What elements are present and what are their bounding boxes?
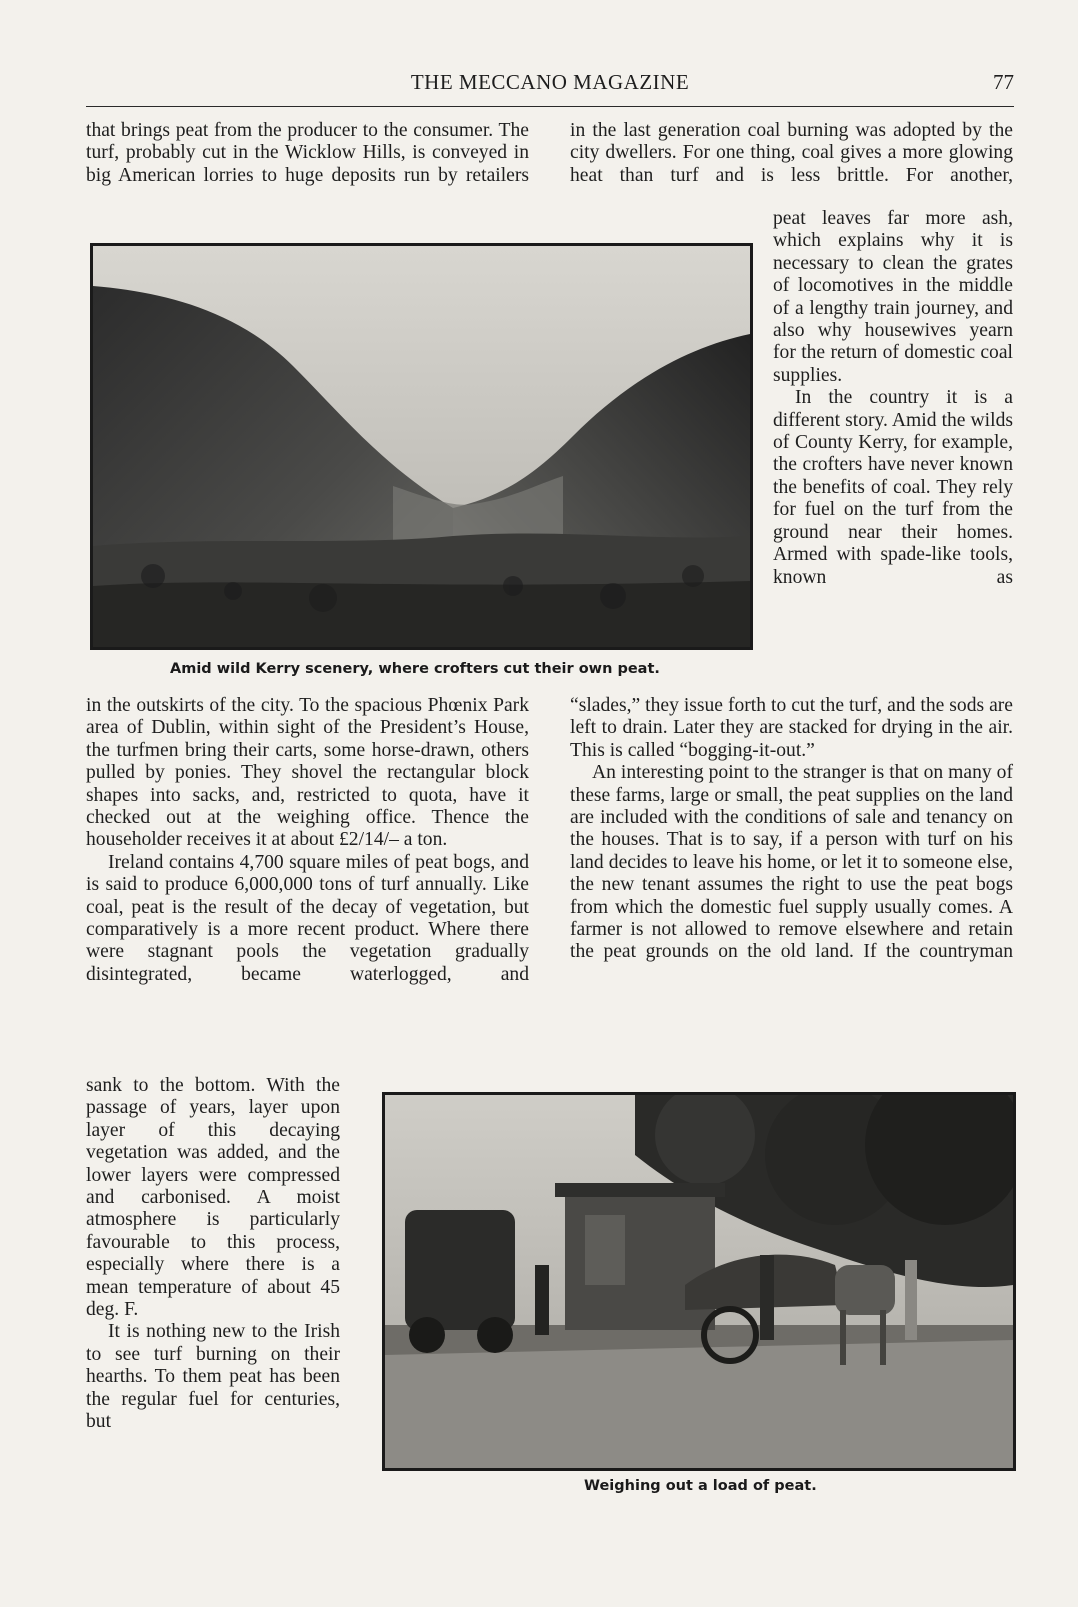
paragraph: It is nothing new to the Irish to see turf burning on their hearths. To them peat has been the regular fuel for centuries, but [86,1321,340,1433]
paragraph: in the outskirts of the city. To the spacious Phœnix Park area of Dublin, within sight of the President’s House, the turfmen bring their carts, some horse-drawn, others pulled by ponies. They shovel the rectangular block shapes into sacks, and, restricted to quota, have it checked out at the weighing office. Thence the householder receives it at about £2/14/– a ton. [86,695,529,851]
right-column-top [570,120,1013,187]
weighing-peat-photo [382,1092,1016,1471]
right-column-middle [570,695,1013,964]
kerry-valley-illustration [93,246,750,647]
paragraph: that brings peat from the producer to the consumer. The turf, probably cut in the Wicklow Hills, is conveyed in big American lorries to huge deposits run by retailers [86,120,529,186]
right-column-narrow [773,208,1013,589]
weighing-peat-illustration [385,1095,1013,1468]
kerry-valley-photo [90,243,753,650]
paragraph: peat leaves far more ash, which explains why it is necessary to clean the grates of locomotives in the middle of a lengthy train journey, and also why housewives yearn for the return of domestic coal supplies. [773,208,1013,386]
magazine-title: THE MECCANO MAGAZINE [410,70,690,94]
paragraph: in the last generation coal burning was adopted by the city dwellers. For one thing, coal gives a more glowing heat than turf and is less brittle. For another, [570,120,1013,186]
left-column-top [86,120,529,187]
paragraph: An interesting point to the stranger is that on many of these farms, large or small, the peat supplies on the land are included with the conditions of sale and tenancy on the houses. That is to say, if a person with turf on his land decides to leave his home, or let it to someone else, the new tenant assumes the right to use the peat bogs from which the domestic fuel supply usually comes. A farmer is not allowed to remove elsewhere and retain the peat grounds on the old land. If the countryman [570,762,1013,963]
page-header [86,66,1014,107]
weighing-photo-caption: Weighing out a load of peat. [584,1478,817,1494]
paragraph: “slades,” they issue forth to cut the turf, and the sods are left to drain. Later they are stacked for drying in the air. This is called “bogging-it-out.” [570,695,1013,761]
kerry-photo-caption: Amid wild Kerry scenery, where crofters cut their own peat. [170,661,660,677]
paragraph: Ireland contains 4,700 square miles of peat bogs, and is said to produce 6,000,000 tons of turf annually. Like coal, peat is the result of the decay of vegetation, but comparatively is a more recent product. Where there were stagnant pools the vegetation gradually disintegrated, became waterlogged, and [86,851,529,985]
paragraph: sank to the bottom. With the passage of years, layer upon layer of this decaying vegetation was added, and the lower layers were compressed and carbonised. A moist atmosphere is particularly favourable to this process, especially where there is a mean temperature of about 45 deg. F. [86,1075,340,1321]
paragraph: In the country it is a different story. Amid the wilds of County Kerry, for example, the crofters have never known the benefits of coal. They rely for fuel on the turf from the ground near their homes. Armed with spade-like tools, known as [773,387,1013,588]
left-column-narrow [86,1075,340,1434]
page-number: 77 [993,70,1014,94]
left-column-middle [86,695,529,986]
